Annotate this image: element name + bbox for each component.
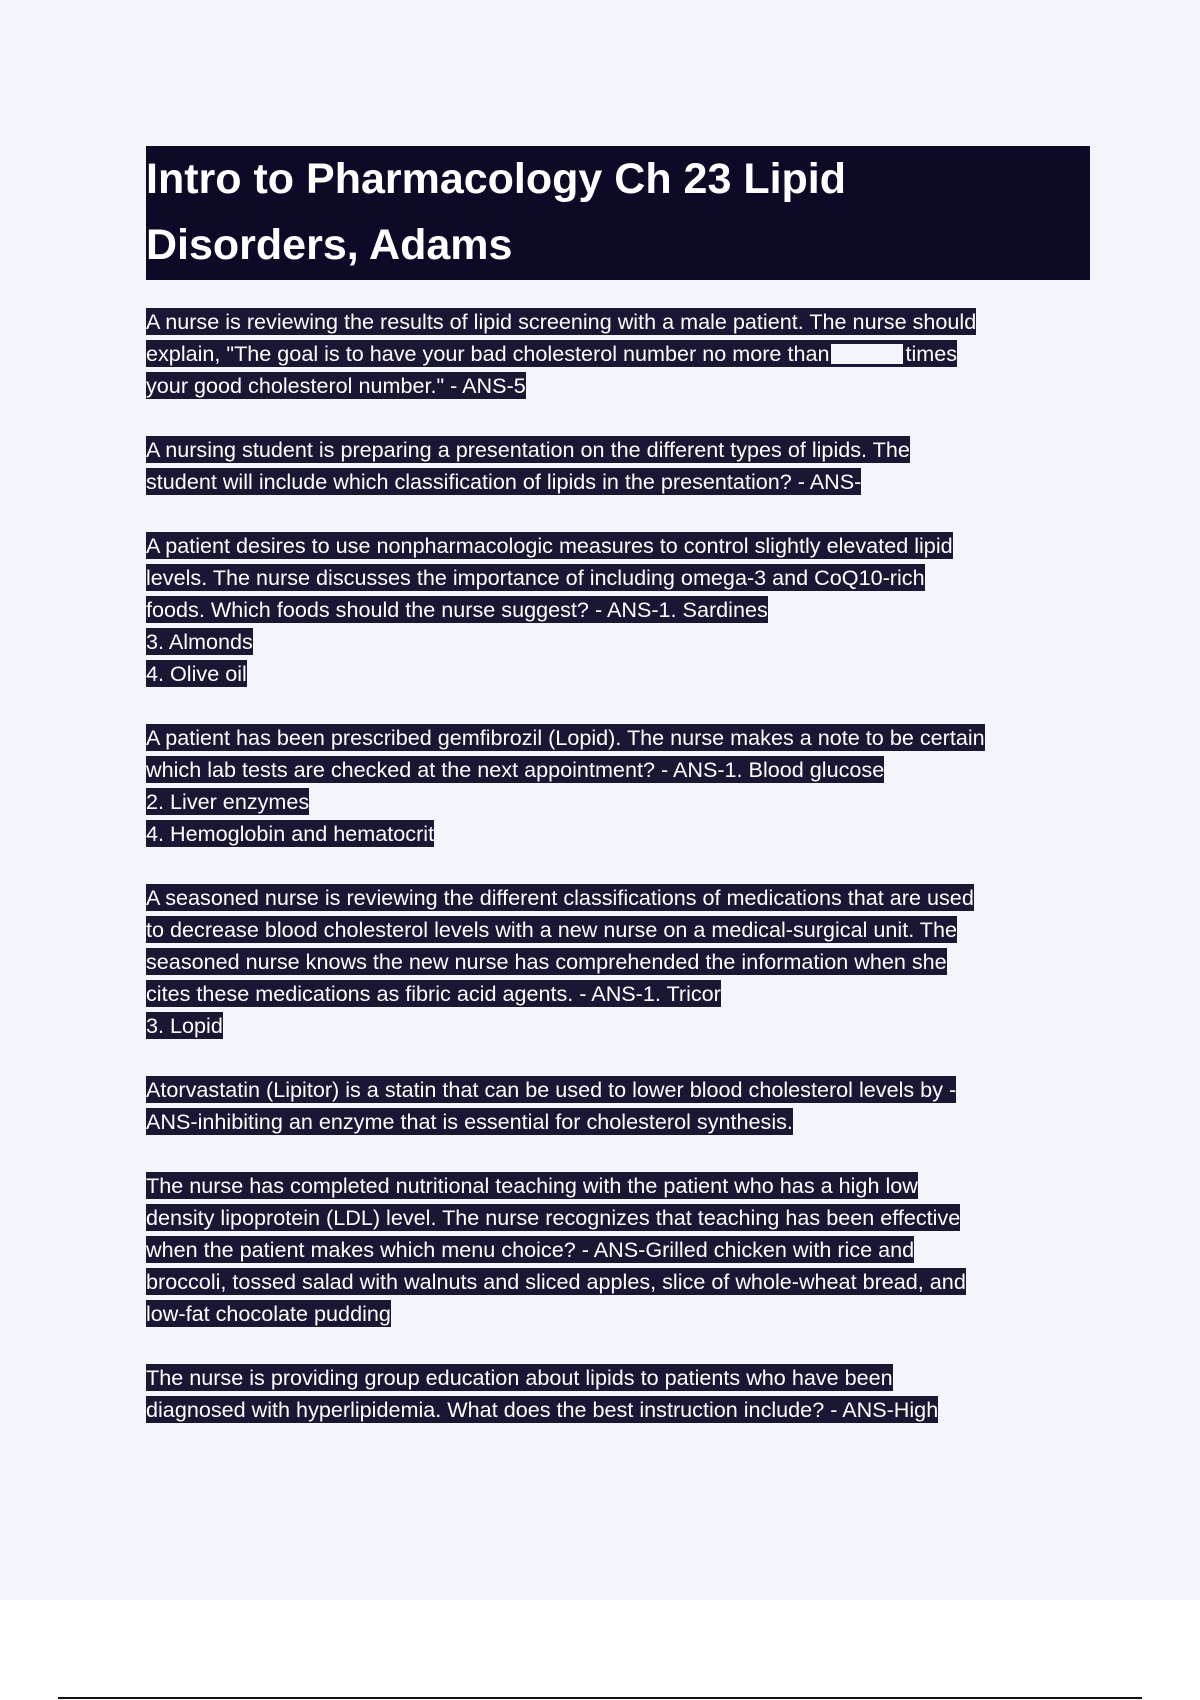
qa-text: explain, "The goal is to have your bad cholesterol number no more than [146,341,830,366]
qa-answer-option: 3. Almonds [146,629,253,654]
qa-text: diagnosed with hyperlipidemia. What does the best instruction include? - ANS-High [146,1397,939,1422]
qa-text: A patient has been prescribed gemfibrozil (Lopid). The nurse makes a note to be certain [146,725,985,750]
document-content [146,146,1090,1458]
qa-item-1 [146,306,1090,402]
qa-item-5 [146,882,1090,1042]
qa-answer-option: 4. Olive oil [146,661,247,686]
qa-answer-option: 4. Hemoglobin and hematocrit [146,821,435,846]
qa-text: The nurse has completed nutritional teaching with the patient who has a high low [146,1173,918,1198]
qa-item-7 [146,1170,1090,1330]
title-line-2: Disorders, Adams [146,221,513,269]
qa-answer-option: 2. Liver enzymes [146,789,310,814]
qa-item-8 [146,1362,1090,1426]
footer-divider [58,1697,1142,1699]
qa-text: ANS-inhibiting an enzyme that is essential for cholesterol synthesis. [146,1109,793,1134]
qa-text: A seasoned nurse is reviewing the different classifications of medications that are used [146,885,974,910]
qa-text: Atorvastatin (Lipitor) is a statin that can be used to lower blood cholesterol levels by - [146,1077,957,1102]
qa-text: A patient desires to use nonpharmacologic measures to control slightly elevated lipid [146,533,953,558]
qa-item-3 [146,530,1090,690]
qa-text: broccoli, tossed salad with walnuts and sliced apples, slice of whole-wheat bread, and [146,1269,966,1294]
qa-text: foods. Which foods should the nurse suggest? - ANS-1. Sardines [146,597,768,622]
qa-text: cites these medications as fibric acid agents. - ANS-1. Tricor [146,981,721,1006]
qa-text: times [905,341,958,366]
qa-text: when the patient makes which menu choice? - ANS-Grilled chicken with rice and [146,1237,915,1262]
qa-text: which lab tests are checked at the next appointment? - ANS-1. Blood glucose [146,757,885,782]
qa-text: The nurse is providing group education about lipids to patients who have been [146,1365,893,1390]
qa-text: density lipoprotein (LDL) level. The nurse recognizes that teaching has been effective [146,1205,961,1230]
qa-item-6 [146,1074,1090,1138]
fill-in-blank [831,344,903,364]
qa-text: low-fat chocolate pudding [146,1301,391,1326]
qa-item-4 [146,722,1090,850]
qa-text: student will include which classification of lipids in the presentation? - ANS- [146,469,862,494]
qa-text: your good cholesterol number." - ANS-5 [146,373,526,398]
qa-text: levels. The nurse discusses the importance of including omega-3 and CoQ10-rich [146,565,925,590]
document-title [146,146,1090,280]
qa-text: to decrease blood cholesterol levels with a new nurse on a medical-surgical unit. The [146,917,958,942]
qa-item-2 [146,434,1090,498]
qa-text: seasoned nurse knows the new nurse has comprehended the information when she [146,949,947,974]
qa-answer-option: 3. Lopid [146,1013,223,1038]
qa-text: A nurse is reviewing the results of lipid screening with a male patient. The nurse should [146,309,977,334]
title-line-1: Intro to Pharmacology Ch 23 Lipid [146,155,847,203]
qa-text: A nursing student is preparing a presentation on the different types of lipids. The [146,437,910,462]
